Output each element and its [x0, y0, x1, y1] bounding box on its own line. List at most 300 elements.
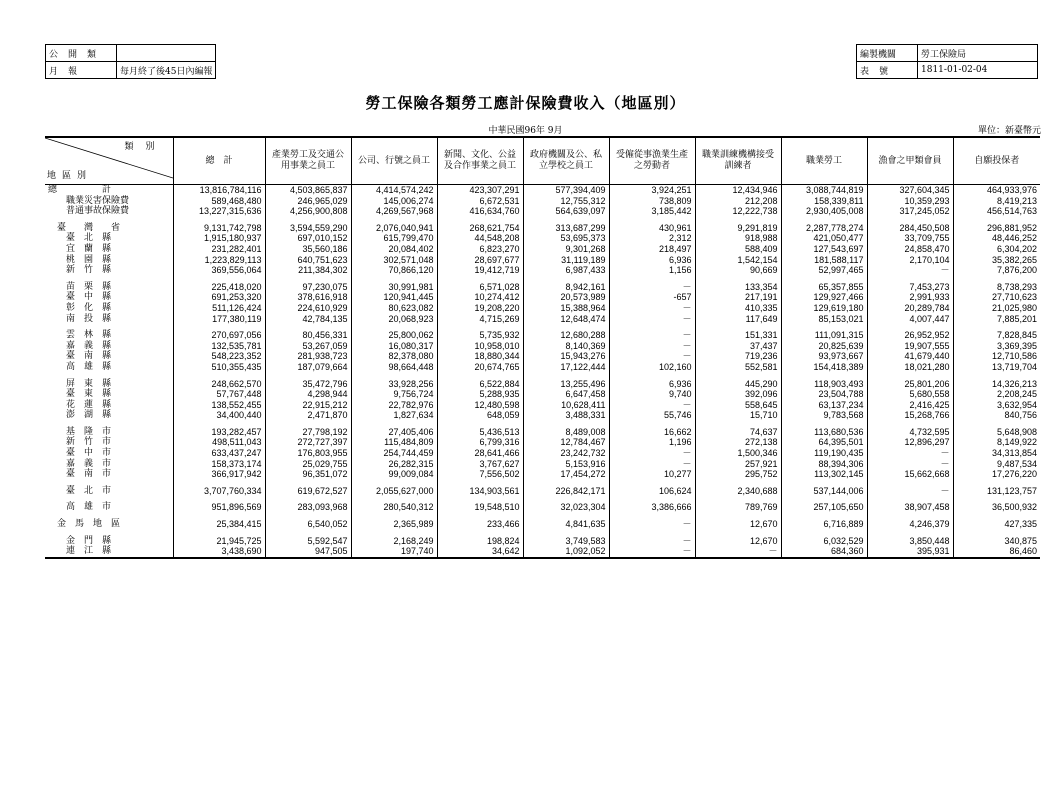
value-cell: 378,616,918	[265, 292, 351, 303]
value-cell: 410,335	[695, 303, 781, 314]
value-cell: 464,933,976	[953, 185, 1040, 196]
table-row	[45, 206, 1040, 217]
value-cell: 12,480,598	[437, 400, 523, 411]
value-cell: 1,500,346	[695, 448, 781, 459]
value-cell: 427,335	[953, 519, 1040, 530]
value-cell: 281,938,723	[265, 351, 351, 362]
region-name: 基 隆 市	[48, 426, 112, 437]
value-cell: 6,522,884	[437, 379, 523, 390]
value-cell: 4,007,447	[867, 314, 953, 325]
value-cell: －	[609, 341, 695, 352]
meta-row	[857, 45, 1038, 62]
value-cell: 20,084,402	[351, 244, 437, 255]
value-cell: 42,784,135	[265, 314, 351, 325]
value-cell: 129,927,466	[781, 292, 867, 303]
value-cell: 9,756,724	[351, 389, 437, 400]
table-row	[45, 389, 1040, 400]
value-cell: 1,542,154	[695, 255, 781, 266]
value-cell: 12,710,586	[953, 351, 1040, 362]
value-cell: 20,825,639	[781, 341, 867, 352]
value-cell: 6,799,316	[437, 437, 523, 448]
region-name: 臺 灣 省	[48, 222, 121, 233]
value-cell: 3,749,583	[523, 536, 609, 547]
value-cell: 28,697,677	[437, 255, 523, 266]
value-cell: 17,454,272	[523, 469, 609, 480]
column-header: 產業勞工及交通公用事業之員工	[265, 137, 351, 185]
value-cell: 18,021,280	[867, 362, 953, 373]
value-cell: 6,716,889	[781, 519, 867, 530]
value-cell: 14,326,213	[953, 379, 1040, 390]
value-cell: 2,055,627,000	[351, 486, 437, 497]
value-cell: 369,556,064	[173, 265, 265, 276]
value-cell: 27,798,192	[265, 427, 351, 438]
value-cell: 70,866,120	[351, 265, 437, 276]
table-row	[45, 410, 1040, 421]
column-header: 受僱從事漁業生產之勞動者	[609, 137, 695, 185]
corner-category-label: 類別	[124, 142, 167, 152]
value-cell: 119,190,435	[781, 448, 867, 459]
table-row	[45, 330, 1040, 341]
value-cell: 6,032,529	[781, 536, 867, 547]
value-cell: 633,437,247	[173, 448, 265, 459]
value-cell: 3,767,627	[437, 459, 523, 470]
region-name: 澎 湖 縣	[48, 410, 112, 421]
value-cell: 8,140,369	[523, 341, 609, 352]
value-cell: 7,876,200	[953, 265, 1040, 276]
value-cell: 537,144,006	[781, 486, 867, 497]
value-cell: 20,068,923	[351, 314, 437, 325]
value-cell: 12,784,467	[523, 437, 609, 448]
value-cell: 99,009,084	[351, 469, 437, 480]
region-name: 臺 北 縣	[48, 233, 112, 244]
report-meta-right	[856, 44, 1038, 79]
value-cell: 82,378,080	[351, 351, 437, 362]
value-cell: 22,782,976	[351, 400, 437, 411]
table-row	[45, 469, 1040, 480]
value-cell: 7,453,273	[867, 282, 953, 293]
meta-value: 每月終了後45日內編報	[117, 62, 216, 79]
value-cell: －	[609, 546, 695, 558]
table-row	[45, 546, 1040, 558]
value-cell: －	[609, 330, 695, 341]
value-cell: －	[867, 459, 953, 470]
value-cell: 8,419,213	[953, 196, 1040, 207]
region-name: 臺 北 市	[48, 485, 112, 496]
value-cell: －	[609, 314, 695, 325]
value-cell: 366,917,942	[173, 469, 265, 480]
value-cell: 4,841,635	[523, 519, 609, 530]
value-cell: 295,752	[695, 469, 781, 480]
table-row	[45, 244, 1040, 255]
value-cell: 8,942,161	[523, 282, 609, 293]
value-cell: 197,740	[351, 546, 437, 558]
value-cell: 10,274,412	[437, 292, 523, 303]
value-cell: 270,697,056	[173, 330, 265, 341]
value-cell: 2,471,870	[265, 410, 351, 421]
value-cell: 33,928,256	[351, 379, 437, 390]
table-row	[45, 519, 1040, 530]
value-cell: 28,641,466	[437, 448, 523, 459]
table-row	[45, 282, 1040, 293]
region-name: 金 馬 地 區	[48, 519, 121, 530]
table-row	[45, 400, 1040, 411]
region-name: 連 江 縣	[48, 546, 112, 557]
value-cell: －	[867, 486, 953, 497]
table-row	[45, 292, 1040, 303]
value-cell: 254,744,459	[351, 448, 437, 459]
value-cell: 738,809	[609, 196, 695, 207]
corner-region-label: 地區別	[47, 171, 93, 181]
value-cell: 113,680,536	[781, 427, 867, 438]
value-cell: －	[609, 448, 695, 459]
value-cell: 118,903,493	[781, 379, 867, 390]
value-cell: 10,628,411	[523, 400, 609, 411]
value-cell: 15,710	[695, 410, 781, 421]
table-row	[45, 185, 1040, 196]
value-cell: 577,394,409	[523, 185, 609, 196]
header-corner	[45, 137, 173, 185]
value-cell: 41,679,440	[867, 351, 953, 362]
value-cell: 5,288,935	[437, 389, 523, 400]
value-cell: 15,662,668	[867, 469, 953, 480]
value-cell: 25,801,206	[867, 379, 953, 390]
value-cell: 36,500,932	[953, 502, 1040, 513]
value-cell: 25,384,415	[173, 519, 265, 530]
value-cell: 10,958,010	[437, 341, 523, 352]
value-cell: 1,196	[609, 437, 695, 448]
value-cell: 111,091,315	[781, 330, 867, 341]
table-row	[45, 255, 1040, 266]
value-cell: 2,287,778,274	[781, 223, 867, 234]
region-name: 臺 南 市	[48, 469, 112, 480]
value-cell: 12,648,474	[523, 314, 609, 325]
value-cell: 24,858,470	[867, 244, 953, 255]
value-cell: 90,669	[695, 265, 781, 276]
value-cell: 129,619,180	[781, 303, 867, 314]
table-row	[45, 448, 1040, 459]
region-name: 臺 東 縣	[48, 389, 112, 400]
value-cell: 176,803,955	[265, 448, 351, 459]
table-row	[45, 223, 1040, 234]
value-cell: 3,924,251	[609, 185, 695, 196]
value-cell: 2,416,425	[867, 400, 953, 411]
value-cell: 13,816,784,116	[173, 185, 265, 196]
table-row	[45, 341, 1040, 352]
value-cell: 3,632,954	[953, 400, 1040, 411]
value-cell: 5,592,547	[265, 536, 351, 547]
region-name: 高 雄 市	[48, 502, 112, 513]
value-cell: 133,354	[695, 282, 781, 293]
value-cell: 233,466	[437, 519, 523, 530]
value-cell: 151,331	[695, 330, 781, 341]
value-cell: 510,355,435	[173, 362, 265, 373]
value-cell: 80,456,331	[265, 330, 351, 341]
value-cell: 1,156	[609, 265, 695, 276]
value-cell: 317,245,052	[867, 206, 953, 217]
region-name: 桃 園 縣	[48, 254, 112, 265]
region-name: 臺 中 市	[48, 448, 112, 459]
value-cell: 9,740	[609, 389, 695, 400]
value-cell: －	[609, 282, 695, 293]
value-cell: 19,208,220	[437, 303, 523, 314]
region-name: 普通事故保險費	[48, 206, 130, 217]
value-cell: 12,434,946	[695, 185, 781, 196]
value-cell: 5,648,908	[953, 427, 1040, 438]
value-cell: 31,119,189	[523, 255, 609, 266]
value-cell: 25,800,062	[351, 330, 437, 341]
value-cell: 615,799,470	[351, 233, 437, 244]
table-row	[45, 379, 1040, 390]
value-cell: 6,571,028	[437, 282, 523, 293]
value-cell: 10,359,293	[867, 196, 953, 207]
value-cell: 217,191	[695, 292, 781, 303]
value-cell: 13,227,315,636	[173, 206, 265, 217]
value-cell: 19,907,555	[867, 341, 953, 352]
value-cell: 25,029,755	[265, 459, 351, 470]
value-cell: 23,242,732	[523, 448, 609, 459]
value-cell: 9,291,819	[695, 223, 781, 234]
region-name: 屏 東 縣	[48, 378, 112, 389]
table-row	[45, 233, 1040, 244]
value-cell: 684,360	[781, 546, 867, 558]
value-cell: 548,223,352	[173, 351, 265, 362]
value-cell: 15,943,276	[523, 351, 609, 362]
value-cell: 80,623,082	[351, 303, 437, 314]
table-row	[45, 362, 1040, 373]
value-cell: 2,076,040,941	[351, 223, 437, 234]
value-cell: 218,497	[609, 244, 695, 255]
value-cell: 552,581	[695, 362, 781, 373]
table-row	[45, 314, 1040, 325]
region-name: 嘉 義 市	[48, 458, 112, 469]
value-cell: 284,450,508	[867, 223, 953, 234]
value-cell: 8,489,008	[523, 427, 609, 438]
table-row	[45, 437, 1040, 448]
value-cell: 327,604,345	[867, 185, 953, 196]
value-cell: 3,185,442	[609, 206, 695, 217]
value-cell: 132,535,781	[173, 341, 265, 352]
value-cell: 3,438,690	[173, 546, 265, 558]
region-name: 臺 南 縣	[48, 351, 112, 362]
value-cell: 430,961	[609, 223, 695, 234]
value-cell: 198,824	[437, 536, 523, 547]
value-cell: 5,436,513	[437, 427, 523, 438]
value-cell: 127,543,697	[781, 244, 867, 255]
value-cell: 19,548,510	[437, 502, 523, 513]
report-meta-left	[45, 44, 216, 79]
column-header: 總 計	[173, 137, 265, 185]
value-cell: 22,915,212	[265, 400, 351, 411]
value-cell: －	[867, 448, 953, 459]
value-cell: 17,122,444	[523, 362, 609, 373]
value-cell: 34,400,440	[173, 410, 265, 421]
value-cell: 4,732,595	[867, 427, 953, 438]
value-cell: 2,170,104	[867, 255, 953, 266]
column-header: 職業勞工	[781, 137, 867, 185]
region-name: 總 計	[48, 185, 112, 195]
value-cell: 691,253,320	[173, 292, 265, 303]
region-name: 彰 化 縣	[48, 302, 112, 313]
value-cell: 296,881,952	[953, 223, 1040, 234]
value-cell: 97,230,075	[265, 282, 351, 293]
table-row	[45, 303, 1040, 314]
value-cell: 117,649	[695, 314, 781, 325]
value-cell: －	[867, 265, 953, 276]
value-cell: 88,394,306	[781, 459, 867, 470]
value-cell: 21,025,980	[953, 303, 1040, 314]
report-title: 勞工保險各類勞工應計保險費收入（地區別）	[365, 94, 686, 112]
value-cell: -657	[609, 292, 695, 303]
value-cell: 145,006,274	[351, 196, 437, 207]
value-cell: 20,674,765	[437, 362, 523, 373]
value-cell: 231,282,401	[173, 244, 265, 255]
value-cell: 7,828,845	[953, 330, 1040, 341]
value-cell: 35,560,186	[265, 244, 351, 255]
value-cell: 55,746	[609, 410, 695, 421]
value-cell: 64,395,501	[781, 437, 867, 448]
value-cell: 12,755,312	[523, 196, 609, 207]
value-cell: 53,695,373	[523, 233, 609, 244]
value-cell: 283,093,968	[265, 502, 351, 513]
meta-value: 勞工保險局	[918, 45, 1038, 62]
value-cell: 4,503,865,837	[265, 185, 351, 196]
value-cell: 272,727,397	[265, 437, 351, 448]
value-cell: 34,642	[437, 546, 523, 558]
value-cell: 212,208	[695, 196, 781, 207]
value-cell: 2,208,245	[953, 389, 1040, 400]
value-cell: 1,092,052	[523, 546, 609, 558]
value-cell: 268,621,754	[437, 223, 523, 234]
value-cell: 224,610,929	[265, 303, 351, 314]
value-cell: 19,412,719	[437, 265, 523, 276]
value-cell: 9,487,534	[953, 459, 1040, 470]
value-cell: 257,921	[695, 459, 781, 470]
value-cell: 3,386,666	[609, 502, 695, 513]
value-cell: 17,276,220	[953, 469, 1040, 480]
meta-label: 表號	[857, 62, 918, 79]
value-cell: 35,472,796	[265, 379, 351, 390]
value-cell: 3,488,331	[523, 410, 609, 421]
value-cell: 120,941,445	[351, 292, 437, 303]
table-row	[45, 486, 1040, 497]
value-cell: 951,896,569	[173, 502, 265, 513]
premium-income-table	[45, 136, 1040, 559]
value-cell: 246,965,029	[265, 196, 351, 207]
value-cell: －	[609, 459, 695, 470]
table-row	[45, 196, 1040, 207]
value-cell: 2,312	[609, 233, 695, 244]
value-cell: 38,907,458	[867, 502, 953, 513]
value-cell: 6,647,458	[523, 389, 609, 400]
value-cell: 26,952,952	[867, 330, 953, 341]
value-cell: 134,903,561	[437, 486, 523, 497]
value-cell: 280,540,312	[351, 502, 437, 513]
value-cell: 6,304,202	[953, 244, 1040, 255]
value-cell: 177,380,119	[173, 314, 265, 325]
value-cell: 20,289,784	[867, 303, 953, 314]
value-cell: 15,388,964	[523, 303, 609, 314]
region-name: 雲 林 縣	[48, 330, 112, 341]
value-cell: 9,131,742,798	[173, 223, 265, 234]
value-cell: 423,307,291	[437, 185, 523, 196]
value-cell: 4,256,900,808	[265, 206, 351, 217]
column-header: 政府機關及公、私立學校之員工	[523, 137, 609, 185]
value-cell: 3,369,395	[953, 341, 1040, 352]
value-cell: 13,719,704	[953, 362, 1040, 373]
region-name: 新 竹 縣	[48, 265, 112, 276]
value-cell: 2,365,989	[351, 519, 437, 530]
value-cell: 619,672,527	[265, 486, 351, 497]
meta-row	[46, 45, 216, 62]
value-cell: －	[609, 519, 695, 530]
value-cell: 53,267,059	[265, 341, 351, 352]
value-cell: 32,023,304	[523, 502, 609, 513]
table-row	[45, 536, 1040, 547]
value-cell: 115,484,809	[351, 437, 437, 448]
value-cell: 588,409	[695, 244, 781, 255]
column-header: 職業訓練機構接受訓練者	[695, 137, 781, 185]
value-cell: 1,223,829,113	[173, 255, 265, 266]
value-cell: 4,269,567,968	[351, 206, 437, 217]
value-cell: 12,670	[695, 519, 781, 530]
column-header: 公司、行號之員工	[351, 137, 437, 185]
value-cell: 3,850,448	[867, 536, 953, 547]
value-cell: 102,160	[609, 362, 695, 373]
value-cell: 947,505	[265, 546, 351, 558]
value-cell: 131,123,757	[953, 486, 1040, 497]
table-row	[45, 351, 1040, 362]
value-cell: 12,896,297	[867, 437, 953, 448]
value-cell: 416,634,760	[437, 206, 523, 217]
value-cell: 211,384,302	[265, 265, 351, 276]
value-cell: 85,153,021	[781, 314, 867, 325]
value-cell: 395,931	[867, 546, 953, 558]
value-cell: 6,823,270	[437, 244, 523, 255]
report-period: 中華民國96年 9月	[488, 126, 563, 136]
value-cell: 15,268,766	[867, 410, 953, 421]
value-cell: 193,282,457	[173, 427, 265, 438]
value-cell: 918,988	[695, 233, 781, 244]
region-name: 高 雄 縣	[48, 361, 112, 372]
value-cell: 272,138	[695, 437, 781, 448]
value-cell: 34,313,854	[953, 448, 1040, 459]
value-cell: 640,751,623	[265, 255, 351, 266]
column-header: 漁會之甲類會員	[867, 137, 953, 185]
value-cell: 697,010,152	[265, 233, 351, 244]
value-cell: 5,680,558	[867, 389, 953, 400]
value-cell: 421,050,477	[781, 233, 867, 244]
value-cell: 4,246,379	[867, 519, 953, 530]
value-cell: 5,153,916	[523, 459, 609, 470]
value-cell: 18,880,344	[437, 351, 523, 362]
value-cell: 8,738,293	[953, 282, 1040, 293]
table-header-row	[45, 137, 1040, 185]
value-cell: 9,301,268	[523, 244, 609, 255]
value-cell: 27,710,623	[953, 292, 1040, 303]
value-cell: 257,105,650	[781, 502, 867, 513]
value-cell: 789,769	[695, 502, 781, 513]
value-cell: 5,735,932	[437, 330, 523, 341]
value-cell: 57,767,448	[173, 389, 265, 400]
value-cell: 1,827,634	[351, 410, 437, 421]
region-name: 南 投 縣	[48, 313, 112, 324]
value-cell: 3,088,744,819	[781, 185, 867, 196]
value-cell: 8,149,922	[953, 437, 1040, 448]
value-cell: －	[609, 536, 695, 547]
value-cell: 158,373,174	[173, 459, 265, 470]
value-cell: 648,059	[437, 410, 523, 421]
value-cell: 456,514,763	[953, 206, 1040, 217]
